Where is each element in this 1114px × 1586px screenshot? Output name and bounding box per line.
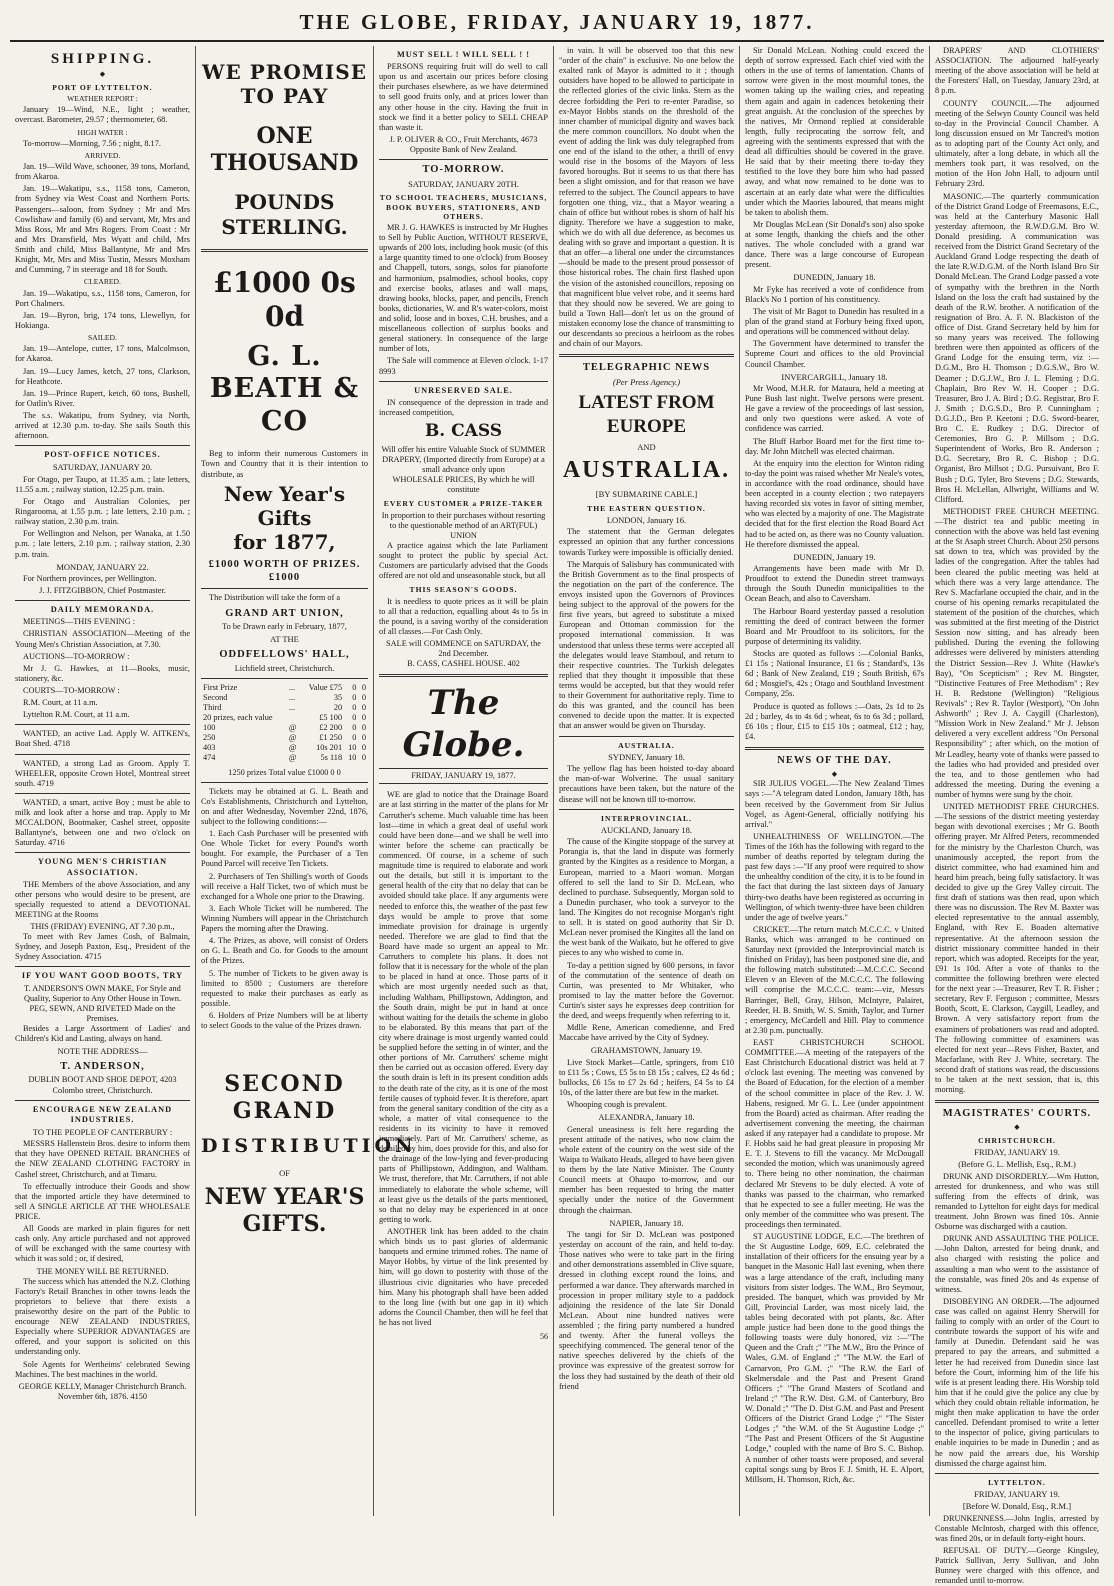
eastern-date: LONDON, January 16.: [606, 515, 687, 526]
prize-cell: ...: [288, 702, 296, 712]
divider: [15, 793, 190, 794]
address-name: T. ANDERSON,: [60, 1060, 145, 1072]
amount: £1000 0s 0d: [213, 266, 356, 334]
second-line-3: NEW YEAR'S GIFTS.: [204, 1184, 365, 1238]
column-4: [554, 46, 740, 1516]
prize-cell: 0: [352, 692, 357, 702]
boots-text: T. ANDERSON'S OWN MAKE, For Style and Quality, Superior to Any Other House in Town.: [23, 983, 182, 1003]
memo-line: Lyttelton R.M. Court, at 11 a.m.: [23, 710, 130, 720]
cass-text: THIS SEASON'S GOODS.: [409, 585, 518, 595]
encourage-text: MESSRS Hallenstein Bros. desire to inform them that they have OPENED RETAIL BRANCHES of the NEW ZEALAND CLOTHING FACTORY in Cashel street, Christchurch, and at Timaru.: [15, 1139, 190, 1179]
divider: [15, 724, 190, 725]
prize-cell: Third: [203, 702, 222, 712]
cable-text: [BY SUBMARINE CABLE.]: [595, 489, 698, 500]
prize-cell: 0: [352, 713, 357, 723]
news-cont: At the enquiry into the election for Winton riding to-day the point was raised whether Mr Neale's votes, in accordance with the road ordinance, should have been accepted in a county election ; two ratepayers having recorded six votes in favor of sitting member, who was elected by a majority of one. The Magistrate decided that for the first election the Road Board Act had to be acted on, as there was no County valuation. He therefore dismissed the appeal.: [745, 458, 924, 549]
arrived-item: Jan. 19—Wild Wave, schooner, 39 tons, Morland, from Akaroa.: [15, 162, 190, 182]
sailed-item: Jan. 19—Prince Rupert, ketch, 60 tons, Bushell, for Oatlin's River.: [15, 388, 190, 408]
column-1: [10, 46, 196, 1516]
magistrates-heading: MAGISTRATES' COURTS.: [942, 1108, 1092, 1120]
latest-line-1: LATEST FROM EUROPE: [578, 392, 715, 437]
and-text: AND: [637, 441, 656, 452]
australia-date: SYDNEY, January 18.: [608, 751, 685, 762]
post-line: MONDAY, JANUARY 22.: [56, 561, 149, 572]
prize-cell: [287, 713, 301, 723]
memo-line: Mr J. G. Hawkes, at 11—Books, music, stationery, &c.: [15, 663, 190, 683]
cleared-heading: CLEARED.: [84, 277, 121, 287]
condition: 4. The Prizes, as above, will consist of Orders on G. L. Beath and Co. for Goods to the amount of the Prizes.: [201, 936, 368, 966]
news-cont: Arrangements have been made with Mr D. Proudfoot to extend the Dunedin street tramways through the South Dunedin municipalities to the Ocean Beach, and also to Caversham.: [745, 564, 924, 604]
prize-cell: 20 prizes, each value: [203, 713, 273, 723]
news-cont: Mr Wood, M.H.R. for Mataura, held a meeting at Pune Bush last night. Twelve persons were present. He gave a review of the proceedings of last session, and only two questions were asked. A vote of confidence was carried.: [745, 384, 924, 434]
ymca-text: THIS (FRIDAY) EVENING, AT 7.30 p.m.,: [30, 922, 175, 932]
divider: [379, 159, 548, 160]
news-cont: Mr Fyke has received a vote of confidence from Black's No 1 portion of his constituency.: [745, 284, 924, 304]
interprov-line: NAPIER, January 18.: [609, 1217, 684, 1228]
memo-line: CHRISTIAN ASSOCIATION—Meeting of the Young Men's Christian Association, at 7.30.: [15, 629, 190, 649]
divider: [559, 354, 734, 357]
prize-cell: @: [288, 723, 297, 733]
prize-cell: 0: [352, 723, 357, 733]
encourage-text: To effectually introduce their Goods and show that the imported article they have determined to sell A SINGLE ARTICLE AT THE WHOLESALE PRICE.: [15, 1181, 190, 1221]
prize-cell: 0: [352, 733, 357, 743]
divider: [379, 381, 548, 382]
memo-line: AUCTIONS—TO-MORROW :: [23, 651, 130, 661]
divider: [935, 1100, 1099, 1103]
arrived-item: Jan. 19—Wakatipu, s.s., 1158 tons, Cameron, from Sydney via West Coast and Northern Ports. Passengers—saloon, from Sydney : Mr and Mrs Cowlishaw and family (6) and servant, Mr, Mrs and Miss Ross, Mr and Mrs Rogers. From Coast : Mr and Mrs Dransfield, Mrs Wyatt and child, Mrs Smith and child, Miss Ballantyne, Mr and Mrs Knight, Mr, Mrs and Miss Tustin, Messrs Moxham and Cumming, 7 in steerage and 18 for South.: [15, 184, 190, 275]
must-sell-sign: J. P. OLIVER & CO., Fruit Merchants, 4673 Opposite Bank of New Zealand.: [389, 134, 538, 154]
latest-line-2: AUSTRALIA.: [562, 457, 731, 484]
promise-line-1: WE PROMISE TO PAY: [202, 60, 367, 109]
unreserved-heading: UNRESERVED SALE.: [414, 385, 513, 395]
prize-cell: 20: [333, 702, 343, 712]
column-5: [740, 46, 930, 1516]
encourage-text: GEORGE KELLY, Manager Christchurch Branch. November 6th, 1876. 4150: [18, 1381, 187, 1401]
divider: [201, 249, 368, 252]
cass-name: B. CASS: [424, 420, 503, 441]
court-before: (Before G. L. Mellish, Esq., R.M.): [958, 1159, 1076, 1170]
cass-text: EVERY CUSTOMER a PRIZE-TAKER: [383, 499, 544, 509]
australia-heading: AUSTRALIA.: [618, 740, 675, 750]
columns: [10, 46, 1104, 1586]
prize-cell: First Prize: [203, 682, 238, 692]
leader-paragraph: WE are glad to notice that the Drainage Board are at last stirring in the matter of the plans for Mr Carruther's scheme. Much valuable time has been lost—time in which a great deal of useful work could have been done—and we shall be well into winter before the scheme can practically be commenced. Of course, in a scheme of such magnitude time is required to elaborate and work out the details, but still it is important to the general health of the city that no delay that can be avoided should take place. If any arguments were needed to enforce this, the weather of the past few days would be ample to prove that some immediate provision for drainage is urgently needed. Therefore we are glad to find that the Board have made so urgent an appeal to Mr. Carruthers to complete his plans. It does not follow that it is necessary for the whole of the plan to be placed in hand at once. Those parts of it which are most urgently needed such as that, including Waltham, Phillipstown, Addington, and the South drain, might be put in hand at once without waiting for the details the scheme in globo to be elaborated. By this means that part of the city where drainage is most urgently wanted could be supplied before the setting in of winter, and the other portions of Mr. Carruthers' scheme might then be carried out as occasion offered. Every day the south drain is left in its present condition adds to the death rate of the city, as it is one of the most fertile causes of typhoid fever. It is therefore, apart from the general sanitary condition of the city as a whole, a matter of vital consequence to the residents in its vicinity to have it removed immediately. Part of Mr. Carruthers' scheme, as detailed by him, does provide for this, and also for the drainage of the low-lying and fever-producing parts of Phillipstown, Addington, and Waltham. We trust, therefore, that Mr. Carruthers, if not able immediately to elaborate the whole scheme, will at least give us the details of the parts mentioned, so that no delay may be experienced in at once getting to work.: [379, 790, 548, 1224]
prize-cell: 10s 201: [316, 743, 343, 753]
news-heading: NEWS OF THE DAY.: [777, 754, 892, 766]
prize-cell: @: [288, 753, 297, 763]
court-case: DRUNKENNESS.—John Inglis, arrested by Constable McIntosh, charged with this offence, was fined 20s, or in default forty-eight hours.: [935, 1513, 1099, 1543]
news-cont: DUNEDIN, January 19.: [793, 551, 876, 562]
interprov-line: The cause of the Kingite stoppage of the survey at Porangia is, that the land in dispute was formerly granted by the Kingites as a residence to Morgan, a European, married to a Maori woman. Morgan offered to sell the land to Sir D. McLean, who declined to purchase. Subsequently, Morgan sold to a Dunedin purchaser, who took a surveyor to the land. The Kingites do not recognise Morgan's right to sell. It is stated on good authority that Sir D. McLean never promised the Kingites all the land on the west bank of the Waikato, but he offered to give pieces to any who wished to come in.: [559, 837, 734, 958]
prize-table: [201, 683, 368, 764]
cleared-item: Jan. 19—Byron, brig, 174 tons, Llewellyn, for Hokianga.: [15, 310, 190, 330]
ymca-text: THE Members of the above Association, and any other persons who would desire to be present, are specially requested to attend a DEVOTIONAL MEETING at the Rooms: [15, 879, 190, 919]
promise-line-2: ONE THOUSAND: [210, 122, 359, 176]
weather-heading: WEATHER REPORT :: [67, 94, 138, 104]
second-line-2: DISTRIBUTION: [201, 1134, 417, 1157]
table-row: [201, 713, 368, 723]
memo-line: COURTS—TO-MORROW :: [23, 685, 120, 695]
post-heading: POST-OFFICE NOTICES.: [44, 450, 161, 460]
cass-text: It is needless to quote prices as it will be plain to all that a reduction, equalling about 4s to 5s in the pound, is a saving worthy of the consideration of all classes.—For Cash Only.: [379, 596, 548, 636]
divider: [559, 736, 734, 737]
divider: [15, 966, 190, 967]
divider: [745, 747, 924, 750]
at-text: AT THE: [270, 634, 299, 645]
table-row: [201, 683, 368, 693]
divider: [15, 445, 190, 446]
prize-cell: 0: [361, 743, 366, 753]
post-line: SATURDAY, JANUARY 20.: [52, 462, 153, 473]
firm-name: G. L. BEATH & CO: [209, 340, 360, 438]
encourage-text: The success which has attended the N.Z. Clothing Factory's Retail Branches in other towns leads the proprietors to believe that there exists a praiseworthy desire on the part of the Public to encourage NEW ZEALAND INDUSTRIES, Especially where SUPERIOR ADVANTAGES are offered, and your support is solicited on this understanding only.: [15, 1276, 190, 1357]
address-heading: NOTE THE ADDRESS—: [57, 1046, 148, 1057]
must-sell-text: PERSONS requiring fruit will do well to call upon us and ascertain our prices before closing their purchases elsewhere, as we have determined to sell good fruits only, and at prices lower than any other house in the city. Having the fruit in stock we find it a better policy to SELL CHEAP than waste it.: [379, 62, 548, 132]
divider: [15, 600, 190, 601]
divider: [559, 809, 734, 810]
hawkes-sale: The Sale will commence at Eleven o'clock. 1-17 8993: [379, 356, 548, 376]
memo-heading: DAILY MEMORANDA.: [50, 605, 155, 615]
table-row: [201, 703, 368, 713]
column-2: [196, 46, 417, 1516]
tickets-text: Tickets may be obtained at G. L. Beath and Co's Establishments, Christchurch and Lyttelton, on and after Wednesday, November 22nd, 1876, subject to the following conditions:—: [201, 786, 368, 827]
art-union: GRAND ART UNION,: [225, 607, 344, 619]
cass-text: A practice against which the late Parliament sought to protect the public by special Act. Customers are particularly advised that the Goods offered are not old and unseasonable stock, but all: [379, 540, 548, 581]
boots-heading: IF YOU WANT GOOD BOOTS, TRY: [21, 971, 184, 981]
prize-cell: 5s 118: [320, 753, 343, 763]
sailed-heading: SAILED.: [88, 333, 117, 343]
prize-cell: ...: [288, 692, 296, 702]
news-item: MASONIC.—The quarterly communication of the District Grand Lodge of Freemasons, E.C., was held at the Canterbury Masonic Hall yesterday afternoon, the R.W.D.G.M. Bro W. Donald presiding. A communication was received from the District Grand Secretary of the Auckland Grand Lodge respecting the death of the late R.W.D.G.M. of the North Island Bro Sir Donald McLean. The Grand Lodge passed a vote of sympathy with the brethren in the North Island on the loss the craft had sustained by the death of the R.W. brother. A notification of the resignation of Bro. A. F. N. Blackiston of the office of Dist. Grand Secretary held by him for so many years was received. The following brethren were then appointed as officers of the Grand Lodge for the ensuing term, viz :—D.G.M., Bro H. Thomson ; D.G.S.W., Bro W. Deamer ; D.G.J.W., Bro J. L. Fleming ; D.G. Chaplain, Bro Rev W. H. Cooper ; D.G. Treasurer, Bro J. A. Bird ; D.G. Registrar, Bro F. J. Smith ; D.G.S.D., Bro P. Cunningham ; D.G.J.D., Bro P. Keetoni ; D.G. Sword-bearer, Bro C. E. Rudkey ; D.G. Director of Ceremonies, Bro G. P. Millsom ; D.G. Superintendent of Works, Bro R. Anderson ; D.G. Secretary, Bro R. C. Bishop ; D.G. Organist, Bro Millsot ; D.G. Pursuivant, Bro F. Bush ; D.G. Tyler, Bro Stevens ; D.G. Stewards, Bros H. McLellan, Allwright, Williams and W. Clifford.: [935, 191, 1099, 504]
ornament-icon: ◆: [1014, 1123, 1020, 1132]
boots-text: Besides a Large Assortment of Ladies' and Children's Kid and Lasting, always on hand.: [15, 1024, 190, 1044]
cass-text: B. CASS, CASHEL HOUSE. 402: [407, 659, 520, 669]
wanted-ad: WANTED, an active Lad. Apply W. AITKEN's, Boat Shed. 4718: [15, 729, 190, 749]
prize-cell: 10: [348, 753, 357, 763]
table-row: [201, 743, 368, 753]
divider: [201, 588, 368, 589]
lyttelton-heading: LYTTELTON.: [988, 1477, 1046, 1487]
post-line: For Otago, per Taupo, at 11.35 a.m. ; late letters, 11.55 a.m. ; railway station, 12.25 p.m. train.: [15, 474, 190, 494]
divider: [201, 678, 368, 679]
encourage-text: Sole Agents for Wertheims' celebrated Sewing Machines. The best machines in the world.: [15, 1359, 190, 1379]
cleared-item: Jan. 19—Wakatipu, s.s., 1158 tons, Cameron, for Port Chalmers.: [15, 288, 190, 308]
cass-text: SALE will COMMENCE on SATURDAY, the 2nd December.: [386, 638, 541, 659]
news-item: METHODIST FREE CHURCH MEETING.—The district tea and public meeting in connection with the above was held last evening at the St Asaph street Church. About 250 persons sat down to tea, which was provided by the ladies of the congregation. After the tables had been cleared the public meeting was held at which there was a very large attendance. The Rev S. Macfarlane occupied the chair, and in the course of his opening remarks recapitulated the statement of the position of the churches, which was submitted at the first meeting of the District Session now sitting, and has already been published. During the evening the following addresses were delivered by ministers attending the District Session—Rev J. White (Hawke's Bay), "On Scepticism" ; Rev M. Bingster, "Distinctive Features of Free Methodism" ; Rev H. B. Redstone (Wellington) "Religious Revivals" ; Rev R. Taylor (Westport), "On John Ashworth" ; Rev J. A. Caygill (Charleston), "Mission Work in New Zealand." Mr J. Jebson delivered a very excellent address "On Personal Responsibility" ; after which, on the motion of Mr Leadley, hearty vote of thanks were passed to the ladies who had provided and presided over the tea, and to those gentlemen who had addressed the meeting. During the evening a number of hymns were sung by the choir.: [935, 506, 1099, 799]
prize-cell: 100: [203, 723, 216, 733]
cass-text: WHOLESALE PRICES, By which he will constitute: [392, 475, 535, 495]
table-row: [201, 733, 368, 743]
prize-cell: 0: [352, 702, 357, 712]
encourage-text: THE MONEY WILL BE RETURNED.: [36, 1266, 169, 1276]
news-item: COUNTY COUNCIL.—The adjourned meeting of the Selwyn County Council was held to-day in the Provincial Council Chamber. A long discussion ensued on Mr Tancred's motion as to adopting part of the County Act only, and ultimately, after a long debate, in which all the members took part, it was resolved, on the motion of the Hon John Hall, to adjourn until February 23rd.: [935, 98, 1099, 189]
christchurch-heading: CHRISTCHURCH.: [978, 1135, 1056, 1145]
eastern-heading: THE EASTERN QUESTION.: [587, 503, 706, 513]
divider: [201, 782, 368, 783]
post-signature: J. J. FITZGIBBON, Chief Postmaster.: [39, 586, 166, 596]
gifts-line-2: for 1877,: [233, 530, 336, 555]
arrived-heading: ARRIVED.: [84, 150, 121, 160]
post-line: For Otago and Australian Colonies, per Ringarooma, at 1.55 p.m. ; late letters, 2.10 p.m. ; railway station, 2.30 p.m. train.: [15, 496, 190, 527]
prize-cell: 0: [361, 753, 366, 763]
memo-line: R.M. Court, at 11 a.m.: [23, 698, 98, 708]
sailed-item: Jan. 19—Antelope, cutter, 17 tons, Malcolmson, for Akaroa.: [15, 344, 190, 364]
news-item: CRICKET.—The return match M.C.C.C. v United Banks, which was arranged to be continued on Saturday next (provided the Interprovincial match is finished on Friday), has been postponed sine die, and the following match substituted:—M.C.C.C. Second Eleven v an Eleven of the M.C.C.C. The following will comprise the M.C.C.C. team:—viz, Messrs Barringer, Bell, Gray, Hilson, McIntyre, Palairet, Reeder, H. B. Smith, W. S. Smith, Taylor, and Turner ; emergency, McCardell and Hill. Play to commence at 2.30 p.m. punctually.: [745, 924, 924, 1035]
table-row: [201, 723, 368, 733]
news-cont: The Government have determined to transfer the Supreme Court and offices to the old Provincial Council Chamber.: [745, 339, 924, 369]
news-item: ST AUGUSTINE LODGE, E.C.—The brethren of the St Augustine Lodge, 609, E.C. celebrated the installation of their officers for the ensuing year by a banquet in the Masonic Hall last evening, when there was a large attendance of the craft, including many visitors from sister lodges. The W.M., Bro Seymour, presided. The banquet, which was provided by Mr Gill, Provincial Larder, was most nicely laid, the tables being decorated with pot plants, &c. After ample justice had been done to the good things the following toasts were duly honored, viz :—"The Queen and the Craft ;" "The M.W., Bro the Prince of Wales, G.M. of England ;" "The M.W. the Earl of Carnarvon, Pro G.M. ;" "The R.W. the Earl of Skelmersdale and the Past and Present Grand Officers ;" "The Grand Masters of Scotland and Ireland ;" "The R.W. Dist. G.M. of Canterbury, Bro W. Donald ;" "The D. Dist G.M. and Past and Present Officers of the District Grand Lodge ;" "The Sister Lodges ;" "the W.M. of the St Augustine Lodge ;" "The Past and Present Officers of the St Augustine Lodge," coupled with the name of Bro S. C. Bishop. A number of other toasts were proposed, and several capital songs sung by Bros F. J. Smith, H. E. Alport, Millsom, H. Thomson, Rich, &c.: [745, 1232, 924, 1484]
court-date: FRIDAY, JANUARY 19.: [974, 1488, 1060, 1499]
interprov-line: AUCKLAND, January 18.: [600, 824, 693, 835]
leader-continued: in vain. It will be observed too that this new "order of the chain" is exclusive. No one below the exalted rank of Mayor is admitted to it ; though outsiders have hoped to be allowed to participate in the reflected glories of the civic links. Stern as the decree forbidding the Peri to re-enter Paradise, so ex-Mayor Hobbs stands on the threshold of the inner chamber of municipal dignity and waves back the mere common councillors. No doubt when the event of adding the link was duly telegraphed from one end of the island to the other, a thrill of envy would rise in the bosoms of the Mayors of less favored boroughs. But it seems to us that there has been a slight omission, and for that reason we have referred to the subject. The Council appears to have forgotten one thing, viz., that a Mayor wearing a chain of office but without robes is shorn of half his dignity. Therefore we have a suggestion to make, which we do with all due deference, as becomes us dealing with so grave and important a question. It is that an offer—a liberal one under the circumstances—should be made to the present proud possessor of those historical robes. The chain first flashed upon the vision of the astonished councillors, reposing on that magnificent blue velvet robe, and it seems hard that they should now be severed. We are going to build a Town Hall—don't let us on the ground of mistaken economy lose the chance of transmitting to our descendants so precious a heirloom as the robes and chain of our Mayors.: [559, 46, 734, 349]
divider: [935, 1473, 1099, 1474]
interprov-heading: INTERPROVINCIAL.: [601, 813, 692, 823]
telegraphic-sub: (Per Press Agency.): [612, 377, 681, 388]
prize-cell: 0: [361, 702, 366, 712]
prize-cell: 474: [203, 753, 216, 763]
prize-cell: 35: [333, 692, 343, 702]
prize-cell: 10: [348, 743, 357, 753]
prize-cell: 0: [352, 682, 357, 692]
interprov-line: ALEXANDRA, January 18.: [598, 1112, 695, 1123]
ornament-icon: ◆: [99, 70, 106, 79]
news-cont: Sir Donald McLean. Nothing could exceed the depth of sorrow expressed. Each chief vied with the others in the use of terms of lamentation. Chants of sorrow were given in the most mournful tones, the women taking up the wailing cries, and repeating them again and again in cadences betokening their great anguish. At the conclusion of the speeches by the natives, Mr Ormond replied at considerable length, fully reciprocating the sorrow felt, and agreeing with the sentiments expressed that with the dead all difficulties should be covered in the grave. He said that by their meeting there to-day they testified to the love they bore him who had passed away, and what now remained to be done was to ascertain at an early date what were the difficulties under which the Maories laboured, that means might be taken to abolish them.: [745, 46, 924, 217]
prize-cell: 0: [361, 733, 366, 743]
prize-cell: Second: [203, 692, 228, 702]
distrib-text: The Distribution will take the form of a: [209, 593, 341, 603]
divider: [15, 1100, 190, 1101]
ymca-heading: YOUNG MEN'S CHRISTIAN ASSOCIATION.: [37, 857, 168, 877]
gifts-line-1: New Year's Gifts: [223, 481, 346, 531]
condition: 2. Purchasers of Ten Shilling's worth of Goods will receive a Half Ticket, two of which must be exchanged for a Whole one prior to the Drawing.: [201, 871, 368, 901]
news-cont: Produce is quoted as follows :—Oats, 2s 1d to 2s 2d ; barley, 4s to 4s 6d ; wheat, 6s to 6s 3d ; pollard, £6 10s ; flour, £15 to £15 10s ; oatmeal, £12 ; hay, £4.: [745, 701, 924, 741]
prize-cell: 250: [203, 733, 216, 743]
dateline: FRIDAY, JANUARY 19, 1877.: [379, 768, 548, 784]
port-heading: PORT OF LYTTELTON.: [52, 82, 153, 92]
interprov-line: GRAHAMSTOWN, January 19.: [590, 1045, 703, 1056]
news-cont: INVERCARGILL, January 18.: [781, 371, 888, 382]
weather-text: January 19—Wind, N.E., light ; weather, overcast. Barometer, 29.57 ; thermometer, 68.: [15, 105, 190, 125]
prize-cell: 0: [361, 682, 366, 692]
promise-line-3: POUNDS STERLING.: [221, 190, 348, 239]
encourage-sub: TO THE PEOPLE OF CANTERBURY :: [32, 1126, 173, 1137]
sailed-item: Jan. 19—Lucy James, ketch, 27 tons, Clarkson, for Heathcote.: [15, 366, 190, 386]
teachers-heading: TO SCHOOL TEACHERS, MUSICIANS, BOOK BUYERS, STATIONERS, AND OTHERS.: [379, 193, 548, 221]
court-case: DRUNK AND ASSAULTING THE POLICE.—John Dalton, arrested for being drunk, and also charged with resisting the police and assaulting a man who went to the assistance of the constable, was fined 20s and 4s expense of witness.: [935, 1234, 1099, 1294]
wanted-ad: WANTED, a smart, active Boy ; must be able to milk and look after a horse and trap. Apply to Mr MCCALDON, Bootmaker, Cashel street, opposite Ballantyne's, between one and two o'clock on Saturday. 4716: [15, 797, 190, 848]
interprov-line: To-day a petition signed by 600 persons, in favor of the commutation of the sentence of death on Curtin, was presented to Mr Whitaker, who promised to lay the matter before the Governor. Curtin's sister says he expresses deep contrition for the deed, and weeps frequently when referring to it.: [559, 960, 734, 1021]
news-cont: Mr Douglas McLean (Sir Donald's son) also spoke at some length, thanking the chiefs and the other natives. The whole concluded with a grand war dance. There was a large concourse of European present.: [745, 219, 924, 270]
news-cont: The Bluff Harbor Board met for the first time to-day. Mr John Mitchell was elected chairman.: [745, 436, 924, 456]
court-case: REFUSAL OF DUTY.—George Kingsley, Patrick Sullivan, Jerry Sullivan, and John Bunney were charged with this offence, and remanded until to-morrow.: [935, 1546, 1099, 1586]
interprov-line: The tangi for Sir D. McLean was postponed yesterday on account of the rain, and held to-day. Those natives who were to take part in the firing and other demonstrations assembled in Clive square, dressed in clothing except round the loins, and performed a war dance. They afterwards marched in procession in proper military style to a paddock adjoining the residence of the late Sir Donald McLean. About nine hundred natives were assembled ; the firing party numbered a hundred and twenty. After the funeral volleys the speechifying commenced. The general tenor of the native speeches delivered by the chiefs of the province was expressive of the greatest sorrow for the loss they had sustained by the death of their old friend: [559, 1230, 734, 1391]
eastern-text: The Marquis of Salisbury has communicated with the British Government as to the final prospects of the negotiation on the part of the conference. The envoys insisted upon the Governors of Provinces being subject to the approval of the powers for the first five years, but agreed to substitute a mixed European and Ottoman commission for the proposed international commission. It was understood that unless these terms were accepted all the delegates would leave Stamboul, and return to their respective countries. The Turkish delegates replied that they thought it impossible that these terms would be accepted, but that they would refer to their Government for authoritative reply. Time to do this was granted, and the council has been convened to decide upon the matter. It is expected that an answer would be given on Thursday.: [559, 559, 734, 731]
address-text: DUBLIN BOOT AND SHOE DEPOT, 4203 Colombo street, Christchurch.: [28, 1075, 177, 1095]
page-number: 56: [540, 1332, 548, 1342]
interprov-line: Mdlle Rene, American comedienne, and Fred Maccabe have arrived by the City of Sydney.: [559, 1023, 734, 1043]
telegraphic-heading: TELEGRAPHIC NEWS: [582, 362, 711, 374]
encourage-heading: ENCOURAGE NEW ZEALAND INDUSTRIES.: [32, 1104, 173, 1124]
sat-date: SATURDAY, JANUARY 20TH.: [408, 178, 519, 189]
interprov-line: Whooping cough is prevalent.: [567, 1100, 668, 1110]
beg-text: Beg to inform their numerous Customers in Town and Country that it is their intention to distribute, as: [201, 449, 368, 479]
prize-total: 1250 prizes Total value £1000 0 0: [228, 767, 341, 777]
post-line: For Wellington and Nelson, per Wanaka, at 1.50 p.m. ; late letters, 2.10 p.m. ; railway station, 2.30 p.m. train.: [15, 529, 190, 559]
cass-text: In proportion to their purchases without resorting to the questionable method of an ART(FUL) UNION: [381, 510, 546, 540]
must-sell-heading: MUST SELL ! WILL SELL ! !: [396, 50, 531, 59]
news-item: SIR JULIUS VOGEL.—The New Zealand Times says :—"A telegram dated London, January 18th, has been received by the Government from Sir Julius Vogel, as Agent-General, officially notifying his arrival.": [745, 779, 924, 829]
divider: [379, 674, 548, 677]
court-date: FRIDAY, JANUARY 19.: [974, 1146, 1060, 1157]
drawn-text: To be Drawn early in February, 1877,: [222, 622, 347, 632]
of-text: OF: [279, 1168, 290, 1179]
divider: [15, 852, 190, 853]
news-item: UNHEALTHINESS OF WELLINGTON.—The Times of the 16th has the following with regard to the number of deaths reported by telegram during the past few days :—"If any proof were required to show the unhealthy condition of the city, it is to be found in the fact that during the last sixteen days of January thirty-two deaths have been registered as occurring in Wellington, of which twenty-three have been children under the age of twelve years.": [745, 831, 924, 922]
cass-text: Will offer his entire Valuable Stock of SUMMER DRAPERY, (Imported directly from Europe) at a small advance only upon: [381, 444, 546, 474]
shipping-heading: SHIPPING.: [50, 51, 155, 67]
prize-cell: £2 200: [319, 723, 343, 733]
highwater-text: To-morrow—Morning, 7.56 ; night, 8.17.: [23, 138, 161, 148]
prize-cell: 0: [361, 723, 366, 733]
news-item: EAST CHRISTCHURCH SCHOOL COMMITTEE.—A meeting of the ratepayers of the East Christchurch Educational district was held at 7 o'clock last evening. The meeting was convened by the Board of Education, for the election of a member of the school committee in place of the Rev. J. W. Habens, resigned. Mr G. L. Lee (under appointment from the Board) acted as chairman. After reading the advertisement convening the meeting, the chairman asked if any ratepayer had a candidate to propose. Mr F. Hobbs said he had great pleasure in proposing Mr E. T. J. Stevens to fill the vacancy. Mr McDougall seconded the motion, which was unanimously agreed to. There being no other nomination, the chairman declared Mr Stevens to be duly elected. A vote of thanks was passed to the chairman, who remarked that he expected to see a fuller meeting. He was the only member of the committee who was present. The proceedings then terminated.: [745, 1038, 924, 1229]
leader-paragraph: ANOTHER link has been added to the chain which binds us to past glories of aldermanic banquets and ermine trimmed robes. The name of Mayor Hobbs, by virtue of the link presented by him, will go down to posterity with those of the illustrious civic dignitaries who have preceded him. Many his photograph shall have been added to the long line (with but one gap in it) which adorns the Council Chamber, then will he feel that he has not lived: [379, 1227, 548, 1328]
tomorrow-heading: TO-MORROW.: [422, 164, 505, 176]
prize-cell: @: [288, 733, 297, 743]
australia-text: The yellow flag has been hoisted to-day aboard the man-of-war Wolverine. The usual sanitary precautions have been taken, but the nature of the disease will not be known till to-morrow.: [559, 764, 734, 804]
column-3: [374, 46, 554, 1516]
prize-cell: Value £75: [308, 682, 343, 692]
table-row: [201, 753, 368, 763]
ornament-icon: ◆: [831, 769, 838, 778]
prize-cell: 0: [361, 692, 366, 702]
interprov-line: General uneasiness is felt here regarding the present attitude of the natives, who now claim the whole extent of the country on the west side of the Waipa to Waikato Heads, alleged to have been given to them by the late Native Minister. The County Council meets at Ohaupo to-morrow, and our member has been requested to bring the matter specially under the notice of the Government through the chairman.: [559, 1124, 734, 1215]
condition: 1. Each Cash Purchaser will be presented with One Whole Ticket for every Pound's worth bought. For example, the Purchaser of a Ten Pound Parcel will receive Ten Tickets.: [201, 829, 368, 869]
column-6: [930, 46, 1104, 1586]
second-line-1: SECOND GRAND: [224, 1071, 345, 1125]
news-item: UNITED METHODIST FREE CHURCHES.—The sessions of the district meeting yesterday began with devotional exercises ; Mr G. Booth offering prayer. Mr Alfred Peters, recommended for the ministry by the Charleston Church, was unanimously accepted, the report from the district committee, who had examined him and heard him preach, being fully satisfactory. It was decided to give up the Grey Valley circuit. The first draft of stations was then read, upon which there was no discussion. The Rev M. Baxter was elected representative to the annual assembly, England, with Rev E. Boaden alternative representative. At the afternoon session the district missionary committee handed in their report, which was adopted. Receipts for the year, £91 1s 10d. After a vote of thanks to the committee the following brethren were elected for the next year :—Treasurer, Rev T. R. Fisher ; secretary, Rev F. Ferguson ; committee, Messrs Booth, Scott, E. Clarkson, Caygill, Leadley, and Brown. A very satisfactory report from the examiners of probationers was read and adopted. The following committee of examiners was elected for next year—Revs Fisher, Baxter, and Macfarlane, with Rev J. White, secretary. The second draft of stations was read, the discussions to be taken at the next session, that is, this morning.: [935, 802, 1099, 1095]
sailed-note: The s.s. Wakatipu, from Sydney, via North, arrived at 12.30 p.m. to-day. She sails South this afternoon.: [15, 410, 190, 441]
news-cont: DUNEDIN, January 18.: [793, 272, 876, 283]
court-case: DRUNK AND DISORDERLY.—Wm Hutton, arrested for drunkenness, and who was still suffering from the effects of drink, was remanded to Lyttelton for eight days for medical treatment. John Brown was fined 10s. Annie Osborne was discharged with a caution.: [935, 1171, 1099, 1232]
prize-cell: £5 100: [319, 713, 343, 723]
highwater-heading: HIGH WATER :: [77, 127, 128, 137]
news-item: DRAPERS' AND CLOTHIERS' ASSOCIATION. The adjourned half-yearly meeting of the above association will be held at the Foresters' Hall, on Tuesday, January 23rd, at 8 p.m.: [935, 46, 1099, 96]
news-cont: The visit of Mr Bagot to Dunedin has resulted in a plan of the grand stand at Forbury being fixed upon, and operations will be commenced without delay.: [745, 306, 924, 337]
ymca-text: To meet with Rev James Cosh, of Balmain, Sydney, and Joseph Paxton, Esq., President of the Sydney Association. 4715: [15, 932, 190, 962]
news-cont: Stocks are quoted as follows :—Colonial Banks, £1 15s ; National Insurance, £1 6s ; Standard's, 13s 6d ; Bank of New Zealand, £19 ; South British, 67s 6d ; Mosgiel's, 42s ; Otago and Southland Investment Company, 25s.: [745, 648, 924, 699]
wanted-ad: WANTED, a strong Lad as Groom. Apply T. WHEELER, opposite Crown Hotel, Montreal street south. 4719: [15, 758, 190, 788]
news-cont: The Harbour Board yesterday passed a resolution remitting the deed of contract between the former Board and Mr Proudfoot to its solicitors, for the purpose of determining its validity.: [745, 606, 924, 646]
divider: [15, 754, 190, 755]
eastern-text: The statement that the German delegates expressed an opinion that any further concessions towards Turkey were impossible is officially denied.: [559, 527, 734, 557]
interprov-line: Live Stock Market—Cattle, springers, from £10 to £11 5s ; Cows, £5 5s to £8 15s ; calves, £2 4s 6d ; bullocks, £6 15s to £7 2s 6d ; heifers, £4 5s to £4 10s, of the latter there are but few in the market.: [559, 1057, 734, 1098]
memo-line: MEETINGS—THIS EVENING :: [23, 617, 135, 627]
unreserved-text: IN consequence of the depression in trade and increased competition,: [379, 397, 548, 417]
prize-cell: 0: [361, 713, 366, 723]
worth-line: £1000 WORTH OF PRIZES. £1000: [208, 558, 361, 583]
court-case: DISOBEYING AN ORDER.—The adjourned case was called on against Henry Sherwill for failing to comply with an order of the Court to contribute towards the support of his wife and family at Dunedin. Defendant said he was prepared to pay the arrears, and submitted a letter he had received from Dunedin since last before the Court, informing him of the life his wife is at present leading there. His Worship told him that if he could give the police any clue by which they could obtain reliable information, he might then make application to have the order cancelled. Defendant promised to write a letter to the inspector of police, giving particulars to enable inquiries to be made in Dunedin ; and as he now paid the arrears due, his Worship dismissed the charge against him.: [935, 1296, 1099, 1468]
boots-text: PEG, SEWN, AND RIVETED Made on the Premises.: [29, 1003, 176, 1023]
street-text: Lichfield street, Christchurch.: [234, 663, 335, 673]
paper-title: The Globe.: [402, 683, 525, 765]
hall-name: ODDFELLOWS' HALL,: [219, 648, 350, 660]
encourage-text: All Goods are marked in plain figures for nett cash only. Any article purchased and not approved of will be exchanged with the same courtesy with which it was sold ; or, if desired,: [15, 1224, 190, 1264]
condition: 5. The number of Tickets to be given away is limited to 8500 ; Customers are therefore requested to make their purchases as early as possible.: [201, 968, 368, 1008]
prize-cell: @: [288, 743, 297, 753]
condition: 6. Holders of Prize Numbers will be at liberty to select Goods to the value of the Prizes drawn.: [201, 1011, 368, 1031]
prize-cell: ...: [288, 682, 296, 692]
table-row: [201, 693, 368, 703]
prize-cell: £1 250: [319, 733, 343, 743]
court-before: [Before W. Donald, Esq., R.M.]: [962, 1501, 1072, 1512]
hawkes-text: MR J. G. HAWKES is instructed by Mr Hughes to Sell by Public Auction, WITHOUT RESERVE, upwards of 200 lots, including book music (of this a large quantity timed to one o'clock) from Boosey and Chappell, tutors, songs, solos for pianoforte and harmonium, psalmodies, school books, copy and exercise books, atlases and wall maps, drawing books, blocks, paper, and pencils, French books, dictionaries, W. and R's water-colors, moist and solid, loose and in boxes, C.H. brushes, and a miscellaneous collection of surplus books and general stationery. In consequence of the large number of lots,: [379, 223, 548, 354]
masthead: THE GLOBE, FRIDAY, JANUARY 19, 1877.: [10, 8, 1104, 42]
condition: 3. Each Whole Ticket will be numbered. The Winning Numbers will appear in the Christchurch Papers the morning after the Drawing.: [201, 903, 368, 934]
post-line: For Northern provinces, per Wellington.: [23, 573, 157, 583]
prize-cell: 403: [203, 743, 216, 753]
